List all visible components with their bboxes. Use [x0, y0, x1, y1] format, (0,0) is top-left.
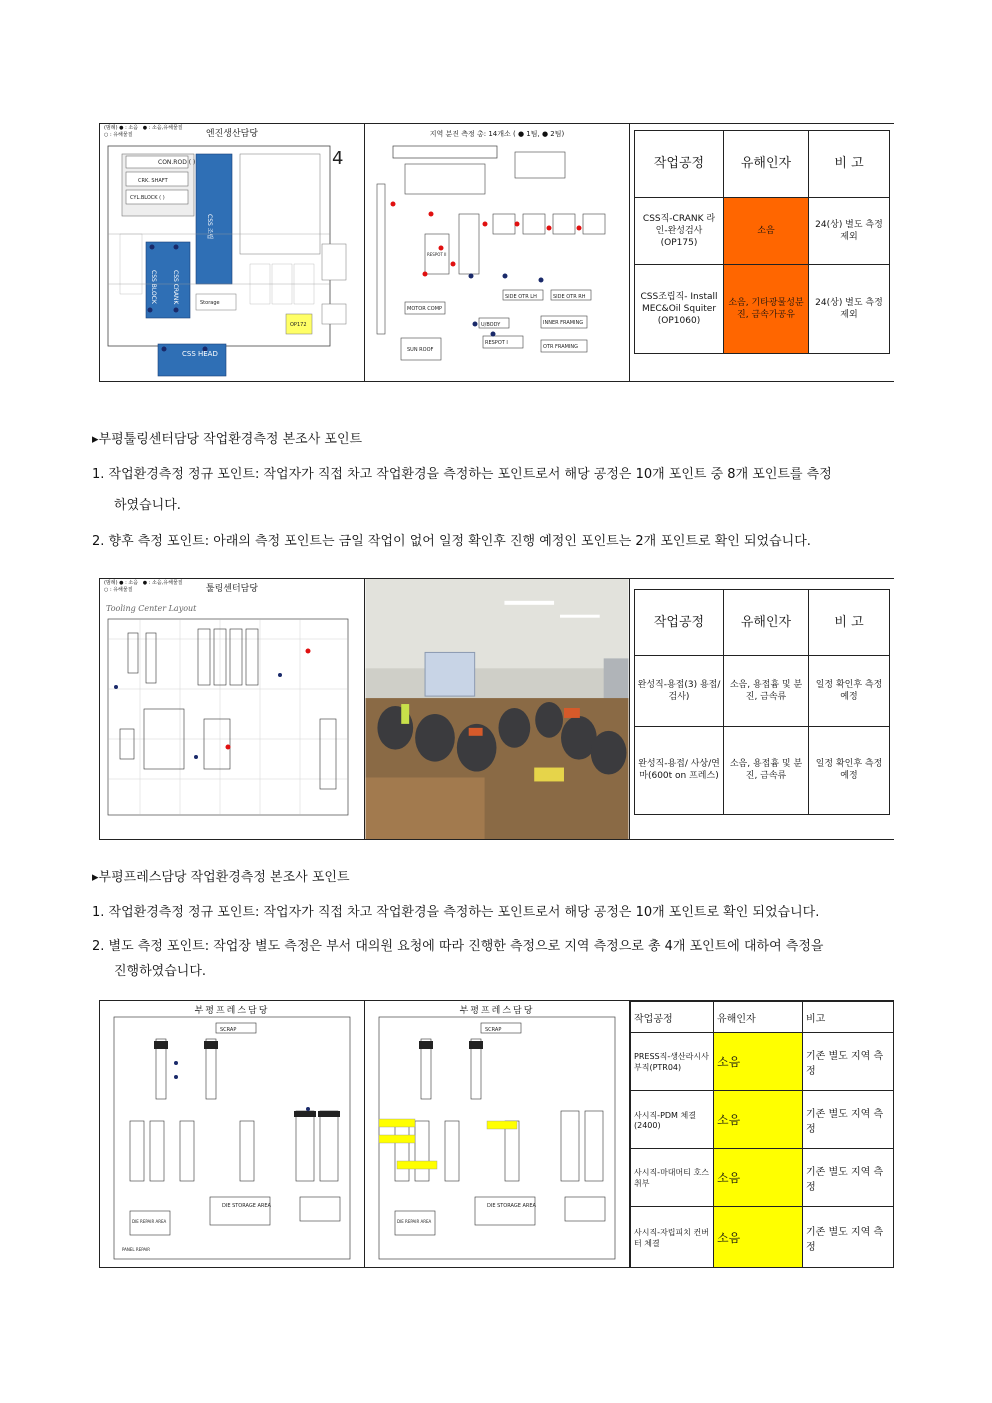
map-label: CRK. SHAFT: [138, 178, 168, 184]
tooling-item-1-cont: 하였습니다.: [114, 498, 181, 513]
table-header: 유해인자: [724, 590, 809, 656]
map-label: CON.ROD ( ): [158, 159, 196, 166]
table-header: 작업공정: [635, 590, 724, 656]
map-legend: (범례) ● : 소음 ● : 소음,유해물질 ○ : 유해물질: [104, 580, 183, 593]
body-map-drawing: [365, 124, 630, 381]
map-label: CYL.BLOCK ( ): [130, 195, 165, 201]
press-map-drawing-2: [365, 1001, 630, 1267]
press-section-panel: [99, 1000, 894, 1268]
table-cell: 사시직-PDM 체결(2400): [631, 1091, 714, 1149]
table-header: 비 고: [809, 131, 890, 198]
table-cell: 소음, 용접흄 및 분진, 금속류: [724, 726, 809, 814]
press-paragraph: [92, 903, 892, 981]
table-row: [631, 1207, 894, 1268]
tooling-floor-map: [100, 579, 365, 839]
tooling-hazard-table: [634, 589, 890, 815]
table-cell: 일정 확인후 측정 예정: [809, 656, 890, 726]
tooling-item-2: 2. 향후 측정 포인트: 아래의 측정 포인트는 금일 작업이 없어 일정 확인후 진행 예정인 포인트는 2개 포인트로 확인 되었습니다.: [92, 534, 811, 549]
press-floor-map-2: [365, 1001, 630, 1267]
press-item-1: 1. 작업환경측정 정규 포인트: 작업자가 직접 차고 작업환경을 측정하는 포인트로서 해당 공정은 10개 포인트로 확인 되었습니다.: [92, 905, 820, 920]
table-cell: 소음, 용접흄 및 분진, 금속류: [724, 656, 809, 726]
map-label: DIE REPAIR AREA: [132, 1219, 167, 1224]
tooling-table-cell: [630, 579, 894, 839]
table-cell: 소음: [714, 1033, 803, 1091]
map-title: 지역 분진 측정 총: 14개소 ( ● 1팀, ● 2팀): [429, 130, 565, 138]
table-cell: 소음: [714, 1091, 803, 1149]
table-header: 유해인자: [724, 131, 809, 198]
table-cell: 일정 확인후 측정 예정: [809, 726, 890, 814]
table-row: [635, 656, 890, 726]
map-title: 툴링센터담당: [205, 584, 259, 594]
table-row: [635, 197, 890, 264]
table-cell: 소음: [724, 197, 809, 264]
tooling-paragraph: [92, 463, 892, 551]
map-legend: (범례) ● : 소음 ● : 소음,유해물질 ○ : 유해물질: [104, 125, 183, 138]
table-row: [631, 1149, 894, 1207]
table-header: 작업공정: [635, 131, 724, 198]
map-label: Storage: [200, 300, 220, 306]
map-label: DIE STORAGE AREA: [487, 1203, 536, 1209]
table-cell: CSS직-CRANK 라인-완성검사 (OP175): [635, 197, 724, 264]
table-cell: PRESS직-생산라시사 부직(PTR04): [631, 1033, 714, 1091]
press-item-2: 2. 별도 측정 포인트: 작업장 별도 측정은 부서 대의원 요청에 따라 진행한 측정으로 지역 측정으로 총 4개 포인트에 대하여 측정을: [92, 939, 824, 954]
map-title: 부평프레스담당: [194, 1006, 270, 1016]
map-title: 엔진생산담당: [205, 129, 259, 139]
body-floor-map: [365, 124, 630, 381]
table-cell: 24(상) 별도 측정 제외: [809, 264, 890, 353]
map-label: RESPOT II: [427, 252, 447, 257]
map-label: SIDE OTR RH: [553, 294, 586, 300]
zone-number: 4: [332, 148, 344, 169]
table-cell: 완성직-용접/ 사상/연마(600t on 프레스): [635, 726, 724, 814]
map-title: 부평프레스담당: [459, 1006, 535, 1016]
map-label: CSS HEAD: [182, 350, 218, 358]
table-row: [631, 1091, 894, 1149]
engine-hazard-table: [634, 130, 890, 354]
meeting-photo: [365, 579, 630, 839]
table-cell: 사시직-마대머티 호스 취부: [631, 1149, 714, 1207]
map-label: OTR FRAMING: [543, 344, 579, 350]
table-header: 유해인자: [714, 1002, 803, 1033]
map-label: DIE STORAGE AREA: [222, 1203, 271, 1209]
map-label: CSS 조립: [206, 214, 213, 240]
tooling-heading: ▸부평툴링센터담당 작업환경측정 본조사 포인트: [92, 432, 363, 447]
table-row: [635, 264, 890, 353]
table-row: [631, 1033, 894, 1091]
map-label: CSS CRANK: [172, 270, 179, 305]
table-cell: 기존 별도 지역 측정: [803, 1033, 894, 1091]
table-cell: 기존 별도 지역 측정: [803, 1149, 894, 1207]
table-cell: 기존 별도 지역 측정: [803, 1091, 894, 1149]
press-map-drawing-1: [100, 1001, 365, 1267]
table-cell: 소음, 기타광물성분진, 금속가공유: [724, 264, 809, 353]
engine-section-panel: [99, 123, 894, 382]
map-label: DIE REPAIR AREA: [397, 1219, 432, 1224]
map-label: SCRAP: [485, 1027, 502, 1033]
table-cell: CSS조립직- Install MEC&Oil Squiter (OP1060): [635, 264, 724, 353]
map-label: U/BODY: [481, 322, 501, 328]
map-label: PANEL REPAIR: [122, 1247, 151, 1252]
press-heading: ▸부평프레스담당 작업환경측정 본조사 포인트: [92, 870, 350, 885]
map-label: OP172: [290, 322, 307, 328]
engine-table-cell: [630, 124, 894, 381]
layout-title: Tooling Center Layout: [106, 604, 197, 613]
map-label: INNER FRAMING: [543, 320, 584, 326]
press-floor-map-1: [100, 1001, 365, 1267]
table-cell: 사시직-자립피치 컨버터 체결: [631, 1207, 714, 1268]
photo-drawing: [365, 579, 629, 839]
press-table-cell: [630, 1001, 894, 1267]
tooling-section-panel: [99, 578, 894, 840]
table-header: 비 고: [809, 590, 890, 656]
table-header: 비고: [803, 1002, 894, 1033]
engine-map-drawing: [100, 124, 365, 381]
table-cell: 소음: [714, 1207, 803, 1268]
map-label: RESPOT I: [485, 340, 508, 346]
table-cell: 24(상) 별도 측정 제외: [809, 197, 890, 264]
map-label: SUN ROOF: [407, 347, 434, 353]
tooling-item-1: 1. 작업환경측정 정규 포인트: 작업자가 직접 차고 작업환경을 측정하는 포인트로서 해당 공정은 10개 포인트 중 8개 포인트를 측정: [92, 467, 832, 482]
map-label: MOTOR COMP: [407, 306, 443, 312]
map-label: SCRAP: [220, 1027, 237, 1033]
table-cell: 소음: [714, 1149, 803, 1207]
press-item-2-cont: 진행하였습니다.: [114, 964, 207, 979]
map-label: SIDE OTR LH: [505, 294, 537, 300]
press-hazard-table: [630, 1001, 894, 1267]
table-row: [635, 726, 890, 814]
engine-floor-map: [100, 124, 365, 381]
table-cell: 완성직-용접(3) 용접/검사): [635, 656, 724, 726]
tooling-map-drawing: [100, 579, 365, 839]
table-header: 작업공정: [631, 1002, 714, 1033]
map-label: CSS BLOCK: [150, 270, 157, 304]
table-cell: 기존 별도 지역 측정: [803, 1207, 894, 1268]
